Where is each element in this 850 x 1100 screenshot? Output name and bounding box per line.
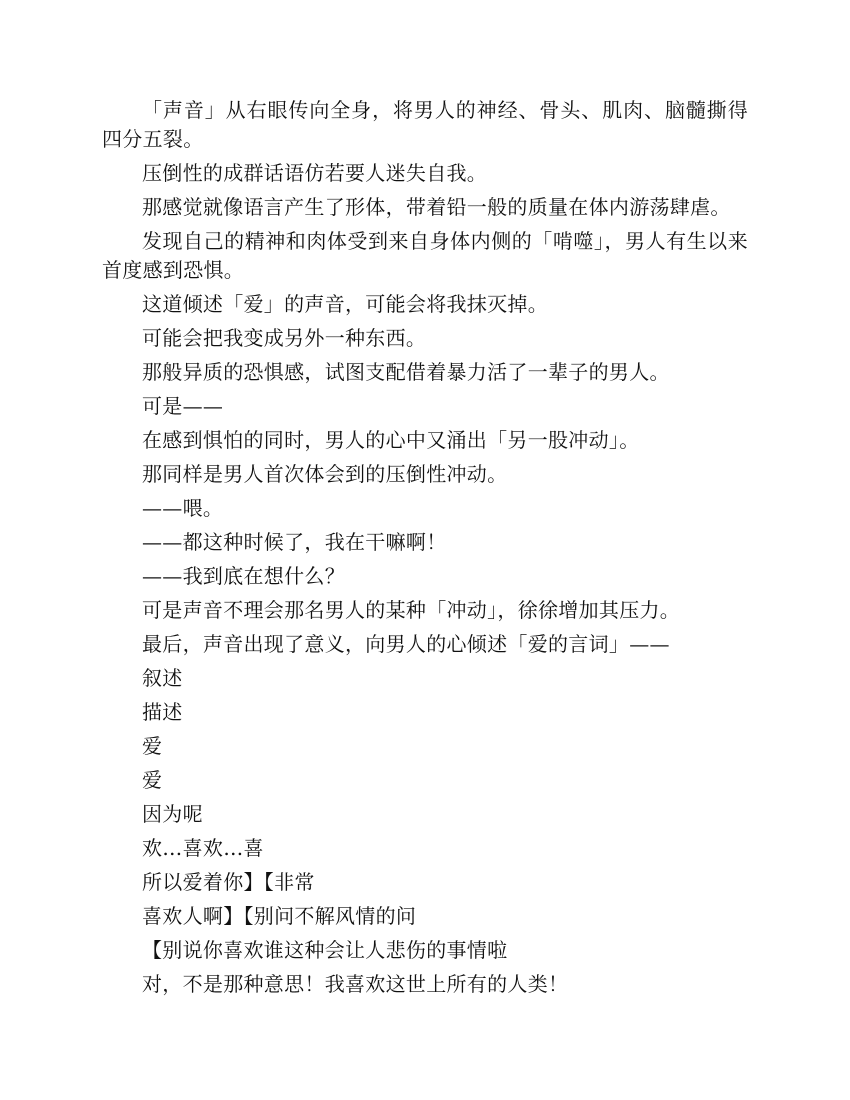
paragraph: 最后，声音出现了意义，向男人的心倾述「爱的言词」—— bbox=[142, 632, 670, 656]
paragraph: 那感觉就像语言产生了形体，带着铅一般的质量在体内游荡肆虐。 bbox=[142, 195, 731, 219]
paragraph: 这道倾述「爱」的声音，可能会将我抹灭掉。 bbox=[142, 292, 548, 316]
paragraph: 叙述 bbox=[142, 666, 183, 690]
document-page bbox=[102, 96, 748, 1004]
paragraph: 因为呢 bbox=[142, 802, 203, 826]
paragraph: 那般异质的恐惧感，试图支配借着暴力活了一辈子的男人。 bbox=[142, 360, 670, 384]
paragraph: 所以爱着你】【非常 bbox=[142, 870, 315, 894]
paragraph: 发现自己的精神和肉体受到来自身体内侧的「啃噬」，男人有生以来首度感到恐惧。 bbox=[102, 229, 748, 282]
paragraph: 爱 bbox=[142, 768, 163, 792]
paragraph: 可是声音不理会那名男人的某种「冲动」，徐徐增加其压力。 bbox=[142, 598, 681, 622]
paragraph: ——都这种时候了，我在干嘛啊！ bbox=[142, 530, 447, 554]
paragraph: 「声音」从右眼传向全身，将男人的神经、骨头、肌肉、脑髓撕得四分五裂。 bbox=[102, 98, 748, 151]
paragraph: 爱 bbox=[142, 734, 163, 758]
paragraph: ——我到底在想什么？ bbox=[142, 564, 345, 588]
paragraph: 那同样是男人首次体会到的压倒性冲动。 bbox=[142, 462, 508, 486]
paragraph: ——喂。 bbox=[142, 496, 224, 520]
paragraph: 压倒性的成群话语仿若要人迷失自我。 bbox=[142, 161, 488, 185]
paragraph: 欢…喜欢…喜 bbox=[142, 836, 264, 860]
paragraph: 在感到惧怕的同时，男人的心中又涌出「另一股冲动」。 bbox=[142, 428, 640, 452]
paragraph: 喜欢人啊】【别问不解风情的问 bbox=[142, 904, 417, 928]
paragraph: 可能会把我变成另外一种东西。 bbox=[142, 326, 427, 350]
paragraph: 【别说你喜欢谁这种会让人悲伤的事情啦 bbox=[142, 938, 508, 962]
paragraph: 对，不是那种意思！我喜欢这世上所有的人类！ bbox=[142, 972, 569, 996]
paragraph: 描述 bbox=[142, 700, 183, 724]
paragraph: 可是—— bbox=[142, 394, 224, 418]
